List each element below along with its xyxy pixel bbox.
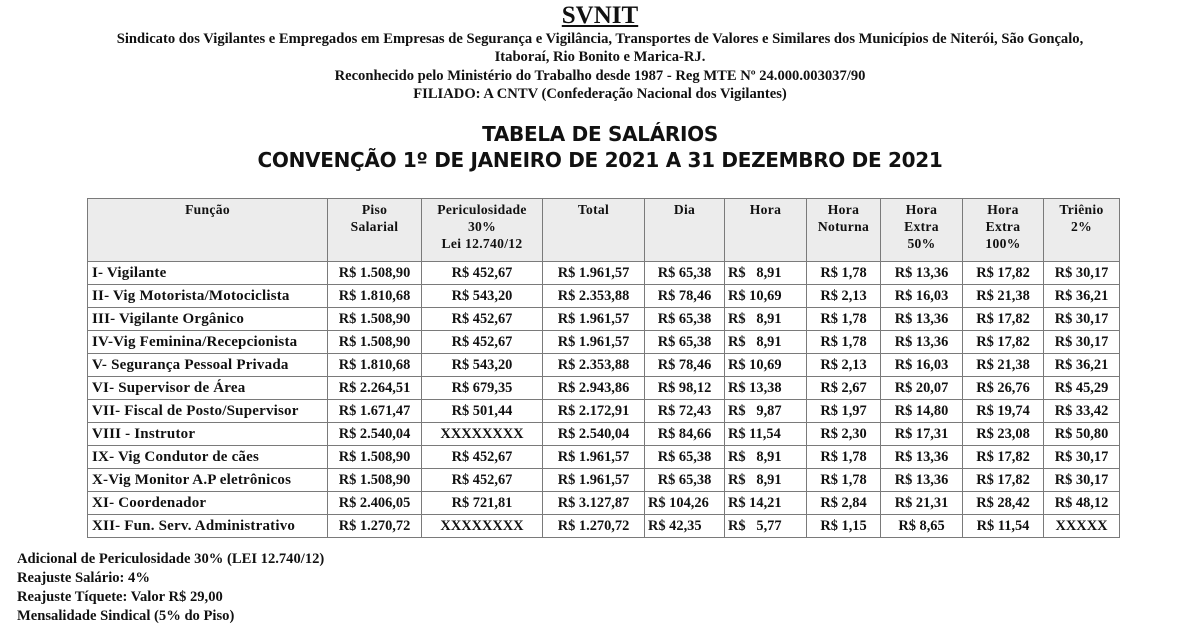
value-cell: R$ 26,76: [963, 377, 1044, 400]
note-reajuste-salario: Reajuste Salário: 4%: [17, 570, 150, 586]
table-row: [88, 308, 1120, 331]
value-cell: R$ 2.943,86: [543, 377, 645, 400]
table-row: [88, 331, 1120, 354]
value-cell: R$ 36,21: [1044, 285, 1120, 308]
value-cell: R$ 45,29: [1044, 377, 1120, 400]
value-cell: R$ 2,67: [807, 377, 881, 400]
role-cell: VII- Fiscal de Posto/Supervisor: [88, 400, 328, 423]
value-cell: R$ 20,07: [881, 377, 963, 400]
value-cell: R$ 543,20: [422, 354, 543, 377]
table-row: [88, 446, 1120, 469]
value-cell: R$ 14,80: [881, 400, 963, 423]
value-cell: R$ 78,46: [645, 285, 725, 308]
value-cell: R$ 2,13: [807, 354, 881, 377]
note-periculosidade: Adicional de Periculosidade 30% (LEI 12.740/12): [17, 551, 325, 567]
value-cell: R$ 1,78: [807, 469, 881, 492]
value-cell: R$ 1.508,90: [328, 308, 422, 331]
value-cell: R$ 17,82: [963, 331, 1044, 354]
value-cell: R$ 543,20: [422, 285, 543, 308]
role-cell: XI- Coordenador: [88, 492, 328, 515]
table-row: [88, 492, 1120, 515]
value-cell: R$ 1,78: [807, 308, 881, 331]
role-cell: X-Vig Monitor A.P eletrônicos: [88, 469, 328, 492]
table-row: [88, 285, 1120, 308]
value-cell: R$ 2,84: [807, 492, 881, 515]
value-cell: R$ 8,91: [725, 262, 807, 285]
value-cell: R$ 16,03: [881, 285, 963, 308]
value-cell: R$ 13,36: [881, 446, 963, 469]
role-cell: V- Segurança Pessoal Privada: [88, 354, 328, 377]
table-row: [88, 377, 1120, 400]
value-cell: R$ 13,36: [881, 308, 963, 331]
value-cell: R$ 1.270,72: [543, 515, 645, 538]
value-cell: R$ 10,69: [725, 285, 807, 308]
role-cell: IV-Vig Feminina/Recepcionista: [88, 331, 328, 354]
value-cell: R$ 1,15: [807, 515, 881, 538]
table-row: [88, 515, 1120, 538]
table-row: [88, 262, 1120, 285]
column-header: Total: [543, 199, 645, 262]
value-cell: R$ 17,82: [963, 446, 1044, 469]
role-cell: XII- Fun. Serv. Administrativo: [88, 515, 328, 538]
org-full-name-line2: Itaboraí, Rio Bonito e Marica-RJ.: [494, 49, 706, 65]
table-header-row: [88, 199, 1120, 262]
value-cell: R$ 21,31: [881, 492, 963, 515]
value-cell: R$ 1.508,90: [328, 446, 422, 469]
value-cell: XXXXXXXX: [422, 423, 543, 446]
table-row: [88, 354, 1120, 377]
document-title: TABELA DE SALÁRIOS: [482, 122, 718, 146]
recognition-line: Reconhecido pelo Ministério do Trabalho desde 1987 - Reg MTE Nº 24.000.003037/90: [334, 68, 866, 84]
value-cell: R$ 2.172,91: [543, 400, 645, 423]
value-cell: R$ 452,67: [422, 262, 543, 285]
value-cell: R$ 42,35: [645, 515, 725, 538]
note-mensalidade-sindical: Mensalidade Sindical (5% do Piso): [17, 608, 235, 624]
value-cell: R$ 17,82: [963, 308, 1044, 331]
value-cell: R$ 78,46: [645, 354, 725, 377]
value-cell: R$ 72,43: [645, 400, 725, 423]
value-cell: R$ 14,21: [725, 492, 807, 515]
value-cell: R$ 1.961,57: [543, 331, 645, 354]
value-cell: R$ 1.810,68: [328, 285, 422, 308]
value-cell: R$ 2.353,88: [543, 354, 645, 377]
value-cell: R$ 33,42: [1044, 400, 1120, 423]
column-header: Dia: [645, 199, 725, 262]
column-header: Periculosidade 30% Lei 12.740/12: [422, 199, 543, 262]
value-cell: R$ 11,54: [963, 515, 1044, 538]
notes-section: [17, 550, 324, 626]
value-cell: R$ 28,42: [963, 492, 1044, 515]
value-cell: XXXXXXXX: [422, 515, 543, 538]
value-cell: R$ 501,44: [422, 400, 543, 423]
value-cell: R$ 21,38: [963, 354, 1044, 377]
value-cell: R$ 17,82: [963, 262, 1044, 285]
value-cell: R$ 1,78: [807, 262, 881, 285]
column-header: Hora Extra 100%: [963, 199, 1044, 262]
value-cell: XXXXX: [1044, 515, 1120, 538]
value-cell: R$ 1.961,57: [543, 446, 645, 469]
salary-table: [87, 198, 1120, 538]
value-cell: R$ 30,17: [1044, 262, 1120, 285]
value-cell: R$ 2,30: [807, 423, 881, 446]
value-cell: R$ 1.961,57: [543, 308, 645, 331]
value-cell: R$ 104,26: [645, 492, 725, 515]
value-cell: R$ 1.810,68: [328, 354, 422, 377]
role-cell: VI- Supervisor de Área: [88, 377, 328, 400]
value-cell: R$ 1.671,47: [328, 400, 422, 423]
org-full-name-line1: Sindicato dos Vigilantes e Empregados em Empresas de Segurança e Vigilância, Transportes de Valores e Similares dos Municípios de Niterói, São Gonçalo,: [116, 31, 1084, 47]
value-cell: R$ 679,35: [422, 377, 543, 400]
value-cell: R$ 721,81: [422, 492, 543, 515]
value-cell: R$ 8,91: [725, 469, 807, 492]
value-cell: R$ 1,78: [807, 446, 881, 469]
affiliation-line: FILIADO: A CNTV (Confederação Nacional dos Vigilantes): [413, 86, 787, 102]
value-cell: R$ 1.961,57: [543, 469, 645, 492]
column-header: Hora: [725, 199, 807, 262]
value-cell: R$ 8,65: [881, 515, 963, 538]
value-cell: R$ 5,77: [725, 515, 807, 538]
role-cell: VIII - Instrutor: [88, 423, 328, 446]
value-cell: R$ 10,69: [725, 354, 807, 377]
column-header: Triênio 2%: [1044, 199, 1120, 262]
value-cell: R$ 1.270,72: [328, 515, 422, 538]
role-cell: III- Vigilante Orgânico: [88, 308, 328, 331]
value-cell: R$ 452,67: [422, 331, 543, 354]
value-cell: R$ 65,38: [645, 469, 725, 492]
value-cell: R$ 2.540,04: [543, 423, 645, 446]
value-cell: R$ 1.508,90: [328, 469, 422, 492]
value-cell: R$ 30,17: [1044, 308, 1120, 331]
value-cell: R$ 17,82: [963, 469, 1044, 492]
value-cell: R$ 13,36: [881, 262, 963, 285]
value-cell: R$ 13,38: [725, 377, 807, 400]
value-cell: R$ 50,80: [1044, 423, 1120, 446]
value-cell: R$ 2.540,04: [328, 423, 422, 446]
value-cell: R$ 65,38: [645, 446, 725, 469]
value-cell: R$ 2.353,88: [543, 285, 645, 308]
value-cell: R$ 23,08: [963, 423, 1044, 446]
table-row: [88, 469, 1120, 492]
table-row: [88, 400, 1120, 423]
role-cell: IX- Vig Condutor de cães: [88, 446, 328, 469]
value-cell: R$ 65,38: [645, 308, 725, 331]
value-cell: R$ 9,87: [725, 400, 807, 423]
value-cell: R$ 11,54: [725, 423, 807, 446]
value-cell: R$ 8,91: [725, 308, 807, 331]
column-header: Hora Noturna: [807, 199, 881, 262]
value-cell: R$ 98,12: [645, 377, 725, 400]
column-header: Função: [88, 199, 328, 262]
column-header: Piso Salarial: [328, 199, 422, 262]
value-cell: R$ 65,38: [645, 331, 725, 354]
value-cell: R$ 452,67: [422, 469, 543, 492]
value-cell: R$ 1,78: [807, 331, 881, 354]
value-cell: R$ 452,67: [422, 446, 543, 469]
value-cell: R$ 1,97: [807, 400, 881, 423]
role-cell: I- Vigilante: [88, 262, 328, 285]
value-cell: R$ 16,03: [881, 354, 963, 377]
value-cell: R$ 84,66: [645, 423, 725, 446]
value-cell: R$ 452,67: [422, 308, 543, 331]
value-cell: R$ 2.264,51: [328, 377, 422, 400]
value-cell: R$ 36,21: [1044, 354, 1120, 377]
value-cell: R$ 13,36: [881, 331, 963, 354]
document-subtitle: CONVENÇÃO 1º DE JANEIRO DE 2021 A 31 DEZEMBRO DE 2021: [257, 148, 943, 172]
value-cell: R$ 19,74: [963, 400, 1044, 423]
value-cell: R$ 21,38: [963, 285, 1044, 308]
value-cell: R$ 17,31: [881, 423, 963, 446]
value-cell: R$ 1.508,90: [328, 262, 422, 285]
value-cell: R$ 30,17: [1044, 469, 1120, 492]
column-header: Hora Extra 50%: [881, 199, 963, 262]
value-cell: R$ 8,91: [725, 331, 807, 354]
org-name: SVNIT: [561, 2, 639, 29]
table-row: [88, 423, 1120, 446]
value-cell: R$ 13,36: [881, 469, 963, 492]
value-cell: R$ 1.961,57: [543, 262, 645, 285]
value-cell: R$ 65,38: [645, 262, 725, 285]
role-cell: II- Vig Motorista/Motociclista: [88, 285, 328, 308]
value-cell: R$ 1.508,90: [328, 331, 422, 354]
value-cell: R$ 30,17: [1044, 331, 1120, 354]
value-cell: R$ 2,13: [807, 285, 881, 308]
value-cell: R$ 3.127,87: [543, 492, 645, 515]
value-cell: R$ 8,91: [725, 446, 807, 469]
note-reajuste-tiquete: Reajuste Tíquete: Valor R$ 29,00: [17, 589, 223, 605]
value-cell: R$ 30,17: [1044, 446, 1120, 469]
value-cell: R$ 48,12: [1044, 492, 1120, 515]
value-cell: R$ 2.406,05: [328, 492, 422, 515]
